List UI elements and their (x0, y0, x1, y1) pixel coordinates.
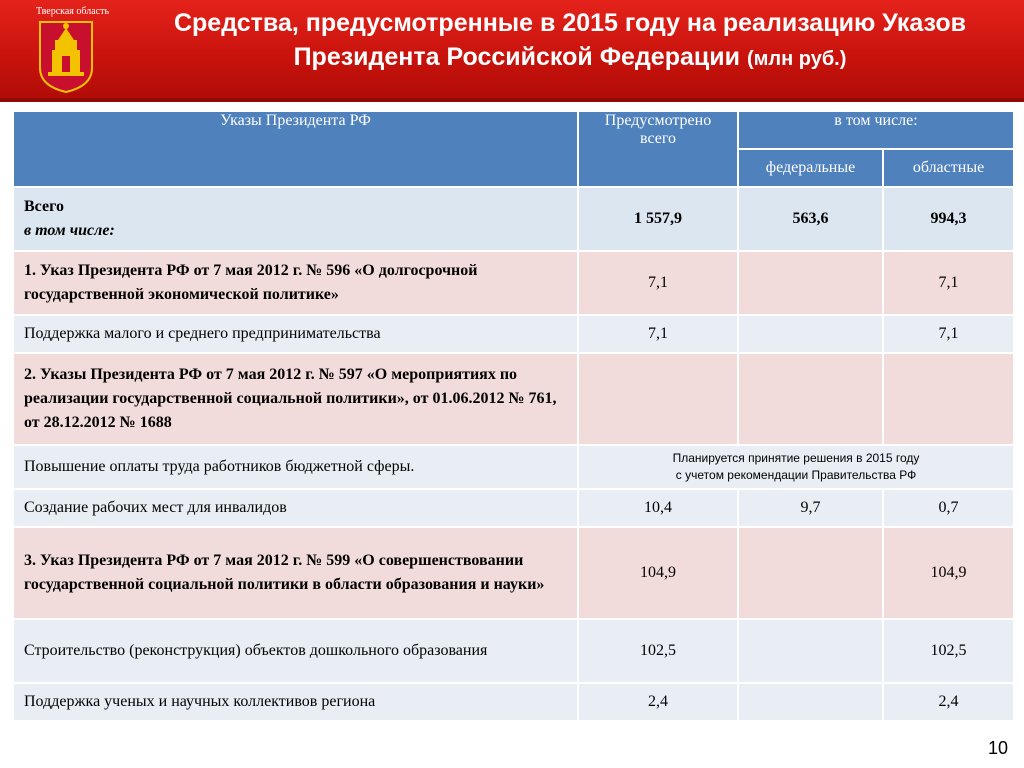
row-label: Создание рабочих мест для инвалидов (13, 489, 578, 527)
table-row (13, 683, 1014, 721)
row-total (578, 353, 738, 445)
row-total: 104,9 (578, 527, 738, 619)
row-label: Поддержка малого и среднего предпринимательства (13, 315, 578, 353)
row-regional: 2,4 (883, 683, 1014, 721)
title-line-1: Средства, предусмотренные в 2015 году на реализацию Указов (173, 9, 967, 37)
row-federal (738, 251, 883, 315)
row-regional: 0,7 (883, 489, 1014, 527)
table-row (13, 251, 1014, 315)
header-including: в том числе: (738, 111, 1014, 149)
table-row (13, 353, 1014, 445)
row-regional: 7,1 (883, 315, 1014, 353)
table-row (13, 315, 1014, 353)
row-federal (738, 353, 883, 445)
row-total: 10,4 (578, 489, 738, 527)
row-federal (738, 315, 883, 353)
title-unit: (млн руб.) (746, 48, 847, 70)
total-all-value: 1 557,9 (578, 187, 738, 251)
total-label: Всего (24, 198, 64, 215)
total-regional-value: 994,3 (883, 187, 1014, 251)
row-total: 102,5 (578, 619, 738, 683)
table-row (13, 489, 1014, 527)
row-total: 7,1 (578, 315, 738, 353)
row-federal: 9,7 (738, 489, 883, 527)
funding-table (12, 110, 1015, 722)
page-number: 10 (987, 738, 1008, 758)
row-planned-note (578, 445, 1014, 489)
planned-note-line-1: Планируется принятие решения в 2015 году (672, 451, 920, 465)
table-row (13, 619, 1014, 683)
region-name: Тверская область (36, 6, 110, 17)
title-line-2 (130, 40, 1010, 76)
title-line-2-text: Президента Российской Федерации (293, 43, 740, 71)
row-regional: 7,1 (883, 251, 1014, 315)
header-decrees: Указы Президента РФ (13, 111, 578, 187)
table-row-total (13, 187, 1014, 251)
row-label: Строительство (реконструкция) объектов дошкольного образования (13, 619, 578, 683)
row-total: 7,1 (578, 251, 738, 315)
header-banner (0, 0, 1024, 98)
total-sub-label: в том числе: (24, 222, 115, 239)
header-regional: областные (883, 149, 1014, 187)
header-federal: федеральные (738, 149, 883, 187)
planned-note-line-2: с учетом рекомендации Правительства РФ (675, 468, 917, 482)
row-regional: 104,9 (883, 527, 1014, 619)
row-regional (883, 353, 1014, 445)
total-label-cell (13, 187, 578, 251)
row-federal (738, 683, 883, 721)
page-title (130, 6, 1010, 76)
coat-of-arms-icon (38, 20, 94, 94)
row-label: 1. Указ Президента РФ от 7 мая 2012 г. № 596 «О долгосрочной государственной экономической политике» (13, 251, 578, 315)
header-total: Предусмотрено всего (578, 111, 738, 187)
header-divider (0, 98, 1024, 102)
row-total: 2,4 (578, 683, 738, 721)
row-label: 2. Указы Президента РФ от 7 мая 2012 г. № 597 «О мероприятиях по реализации государственной социальной политики», от 01.06.2012 № 761, от 28.12.2012 № 1688 (13, 353, 578, 445)
table-row (13, 445, 1014, 489)
row-federal (738, 527, 883, 619)
row-label: 3. Указ Президента РФ от 7 мая 2012 г. № 599 «О совершенствовании государственной социальной политики в области образования и науки» (13, 527, 578, 619)
row-regional: 102,5 (883, 619, 1014, 683)
row-federal (738, 619, 883, 683)
table-row (13, 527, 1014, 619)
total-federal-value: 563,6 (738, 187, 883, 251)
row-label: Повышение оплаты труда работников бюджетной сферы. (13, 445, 578, 489)
row-label: Поддержка ученых и научных коллективов региона (13, 683, 578, 721)
